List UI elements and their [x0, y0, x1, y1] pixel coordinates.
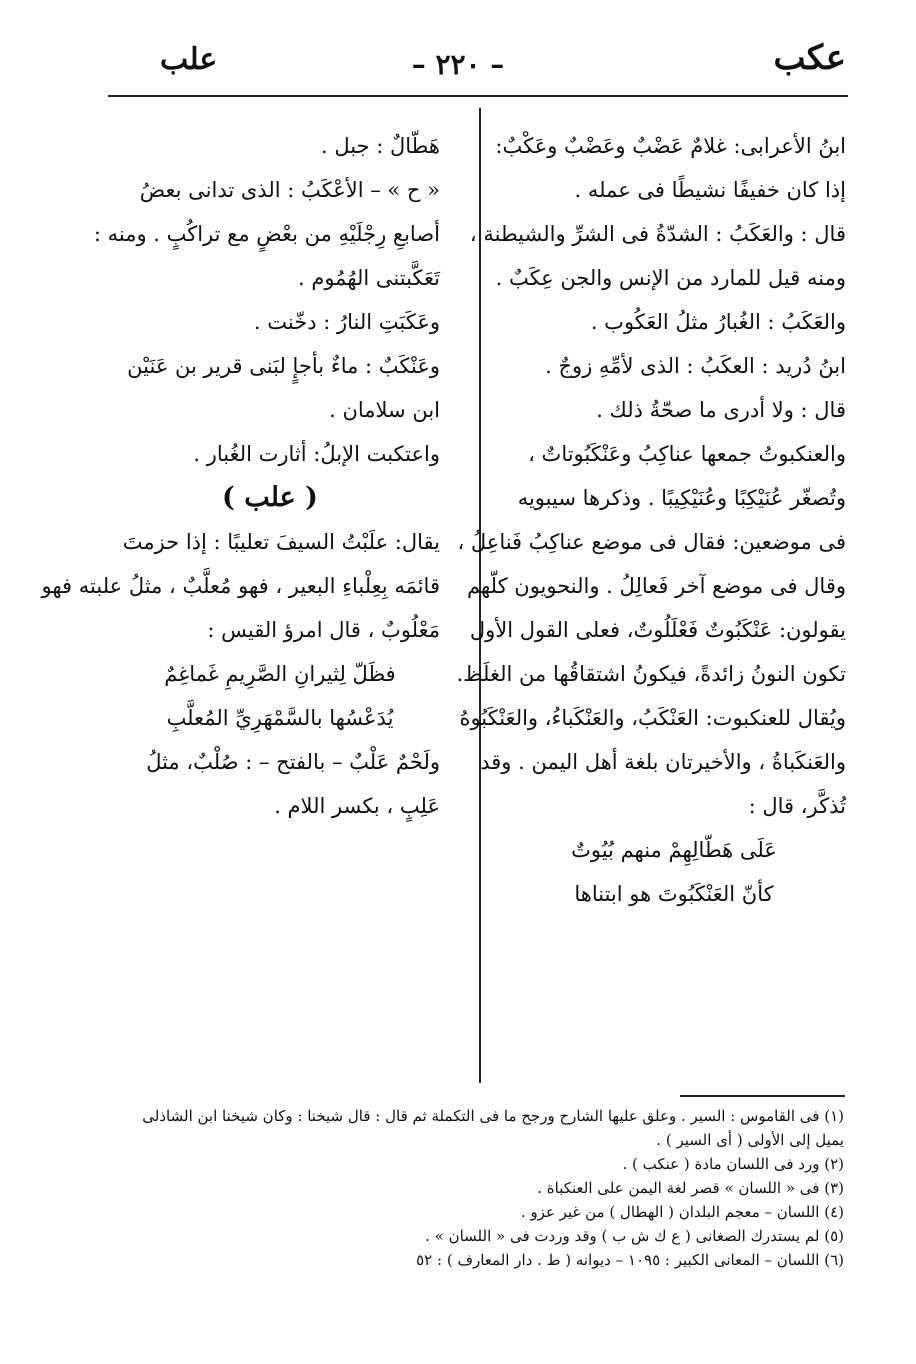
footnote-1: (١) فى القاموس : السير . وعلق عليها الشارح ورجح ما فى التكملة ثم قال : قال شيخنا : وكان شيخنا ابن الشاذلى	[142, 1107, 844, 1125]
text-line: والعَكَبُ : الغُبارُ مثلُ العَكُوب .	[590, 310, 846, 334]
entry-heading: ( علب )	[222, 482, 318, 513]
text-line: تُذكَّر، قال :	[748, 794, 846, 818]
text-line: « ح » – الأعْكَبُ : الذى تدانى بعضُ	[139, 178, 440, 202]
text-line: قائمَه بِعِلْباءِ البعير ، فهو مُعلَّبٌ ، مثلُ علبته فهو	[41, 574, 440, 598]
text-line: تَعَكَّبتنى الهُمُوم .	[297, 266, 440, 290]
right-column	[456, 124, 846, 916]
left-column	[41, 124, 440, 828]
text-line: قال : والعَكَبُ : الشدّةُ فى الشرِّ والشيطنة ،	[469, 222, 846, 246]
text-line: وعَنْكَبٌ : ماءٌ بأجإٍ لبَنى قرير بن عَنَيْن	[127, 354, 440, 378]
text-line: ويُقال للعنكبوت: العَنْكَبُ، والعَنْكَباءُ، والعَنْكَبُوهُ	[459, 706, 846, 730]
text-line: أصابعِ رِجْلَيْهِ من بعْضٍ مع تراكُبٍ . ومنه :	[93, 222, 440, 246]
footnote-4: (٤) اللسان – معجم البلدان ( الهطال ) من غير عزو .	[520, 1203, 844, 1221]
text-line: مَعْلُوبٌ ، قال امرؤ القيس :	[207, 618, 440, 642]
text-line: قال : ولا أدرى ما صحّةُ ذلك .	[596, 398, 846, 422]
text-line: إذا كان خفيفًا نشيطًا فى عمله .	[574, 178, 846, 202]
text-line: وقال فى موضع آخر فَعالِلُ . والنحويون كلّهم	[467, 574, 846, 598]
verse-line: كأنّ العَنْكَبُوتَ هو ابتناها	[574, 882, 774, 906]
footnote-3: (٣) فى « اللسان » قصر لغة اليمن على العنكباة .	[537, 1179, 844, 1197]
text-line: يقولون: عَنْكَبُوتٌ فَعْلَلُوتٌ، فعلى القول الأول	[469, 618, 846, 642]
footnote-6: (٦) اللسان – المعانى الكبير : ١٠٩٥ – ديوانه ( ط . دار المعارف ) : ٥٢	[416, 1251, 844, 1269]
verse-line: فظَلّ لِثيرانِ الصَّرِيمِ غَماغِمٌ	[164, 662, 396, 686]
text-line: ومنه قيل للمارد من الإنس والجن عِكَبٌ .	[495, 266, 846, 290]
text-line: ابنُ دُريد : العكَبُ : الذى لأمِّهِ زوجٌ .	[545, 354, 846, 378]
text-line: يقال: علَبْتُ السيفَ تعليبًا : إذا حزمتَ	[122, 530, 440, 554]
verse-line: عَلَى هَطّالِهِمْ منهم بُيُوتٌ	[571, 838, 777, 862]
footnotes	[124, 1104, 844, 1272]
footnote-rule	[680, 1095, 845, 1097]
running-head-right: عكب	[773, 38, 846, 78]
text-line: وعَكَبَتِ النارُ : دخّنت .	[253, 310, 440, 334]
running-head-left: علب	[160, 42, 218, 77]
verse-line: يُدَعْسُها بالسَّمْهَرِيِّ المُعلَّبِ	[166, 706, 394, 730]
text-line: ابنُ الأعرابى: غلامٌ عَضْبٌ وعَضْبٌ وعَكْبٌ:	[495, 134, 846, 158]
text-line: ولَحْمٌ عَلْبٌ – بالفتح – : صُلْبٌ، مثلُ	[146, 750, 440, 774]
text-line: ابن سلامان .	[329, 398, 440, 422]
text-line: واعتكبت الإبلُ: أثارت الغُبار .	[193, 442, 440, 466]
footnote-1-cont: يميل إلى الأولى ( أى السير ) .	[656, 1131, 844, 1149]
page-number: – ٢٢٠ –	[411, 48, 505, 81]
text-line: والعَنكَباةُ ، والأخيرتان بلغة أهل اليمن . وقد	[480, 750, 846, 774]
text-line: وتُصغّر عُنَيْكِبًا وعُنَيْكِيبًا . وذكرها سيبويه	[517, 486, 846, 510]
text-line: فى موضعين: فقال فى موضع عناكِبُ فَناعِلُ ،	[457, 530, 846, 554]
footnote-5: (٥) لم يستدرك الصغانى ( ع ك ش ب ) وقد وردت فى « اللسان » .	[425, 1227, 844, 1245]
text-line: والعنكبوتُ جمعها عناكِبُ وعَنْكَبُوتاتٌ ،	[528, 442, 846, 466]
text-line: هَطّالٌ : جبل .	[321, 134, 440, 158]
header-rule	[108, 95, 848, 97]
footnote-2: (٢) ورد فى اللسان مادة ( عنكب ) .	[622, 1155, 844, 1173]
text-line: تكون النونُ زائدةً، فيكونُ اشتقاقُها من الغلَظ.	[456, 662, 846, 686]
text-line: عَلِبٍ ، بكسر اللام .	[274, 794, 440, 818]
